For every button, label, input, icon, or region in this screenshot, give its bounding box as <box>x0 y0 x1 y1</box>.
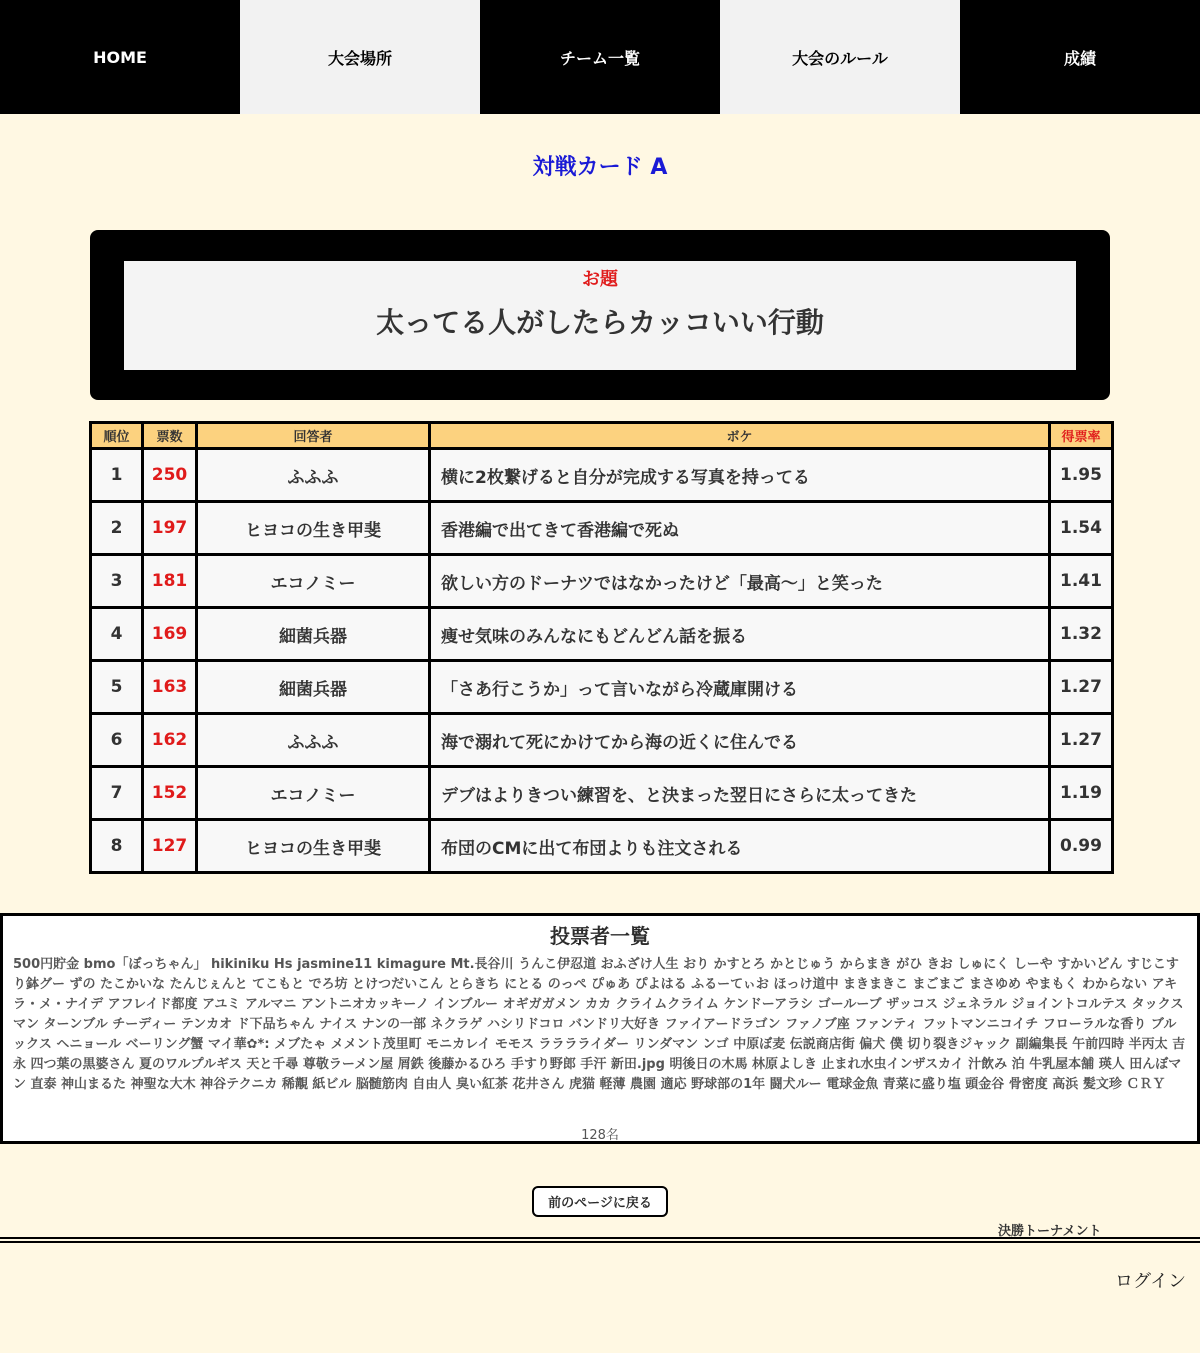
rank-cell: 7 <box>91 767 143 820</box>
boke-cell: 香港編で出てきて香港編で死ぬ <box>430 502 1050 555</box>
answerer-cell: 細菌兵器 <box>197 661 430 714</box>
table-row <box>91 661 1113 714</box>
votes-cell: 127 <box>143 820 197 873</box>
rate-cell: 1.95 <box>1050 449 1113 502</box>
rank-cell: 6 <box>91 714 143 767</box>
rate-cell: 1.27 <box>1050 661 1113 714</box>
page-title: 対戦カード A <box>532 155 668 180</box>
votes-cell: 181 <box>143 555 197 608</box>
boke-cell: 海で溺れて死にかけてから海の近くに住んでる <box>430 714 1050 767</box>
nav-results[interactable]: 成績 <box>960 0 1200 114</box>
topic-frame <box>90 230 1110 400</box>
rate-cell: 1.32 <box>1050 608 1113 661</box>
header-votes: 票数 <box>143 423 197 449</box>
results-table <box>89 421 1114 874</box>
boke-cell: 横に2枚繋げると自分が完成する写真を持ってる <box>430 449 1050 502</box>
votes-cell: 169 <box>143 608 197 661</box>
voters-count: 128名 <box>581 1128 619 1143</box>
answerer-cell: ふふふ <box>197 714 430 767</box>
topic-label: お題 <box>582 269 618 290</box>
rate-cell: 1.41 <box>1050 555 1113 608</box>
rank-cell: 3 <box>91 555 143 608</box>
rank-cell: 4 <box>91 608 143 661</box>
header-rate: 得票率 <box>1050 423 1113 449</box>
login-link[interactable]: ログイン <box>1115 1271 1187 1292</box>
rank-cell: 5 <box>91 661 143 714</box>
rate-cell: 0.99 <box>1050 820 1113 873</box>
rank-cell: 1 <box>91 449 143 502</box>
nav-home[interactable]: HOME <box>0 0 240 114</box>
rate-cell: 1.54 <box>1050 502 1113 555</box>
rank-cell: 2 <box>91 502 143 555</box>
table-row <box>91 767 1113 820</box>
votes-cell: 197 <box>143 502 197 555</box>
boke-cell: 欲しい方のドーナツではなかったけど「最高〜」と笑った <box>430 555 1050 608</box>
rank-cell: 8 <box>91 820 143 873</box>
answerer-cell: エコノミー <box>197 767 430 820</box>
table-row <box>91 555 1113 608</box>
table-row <box>91 714 1113 767</box>
boke-cell: 布団のCMに出て布団よりも注文される <box>430 820 1050 873</box>
votes-cell: 162 <box>143 714 197 767</box>
header-answerer: 回答者 <box>197 423 430 449</box>
boke-cell: 痩せ気味のみんなにもどんどん話を振る <box>430 608 1050 661</box>
answerer-cell: 細菌兵器 <box>197 608 430 661</box>
answerer-cell: ヒヨコの生き甲斐 <box>197 502 430 555</box>
boke-cell: 「さあ行こうか」って言いながら冷蔵庫開ける <box>430 661 1050 714</box>
answerer-cell: ふふふ <box>197 449 430 502</box>
header-rank: 順位 <box>91 423 143 449</box>
table-row <box>91 502 1113 555</box>
nav-rules[interactable]: 大会のルール <box>720 0 960 114</box>
answerer-cell: エコノミー <box>197 555 430 608</box>
final-tournament-link[interactable]: 決勝トーナメント <box>998 1224 1102 1239</box>
votes-cell: 163 <box>143 661 197 714</box>
header-boke: ボケ <box>430 423 1050 449</box>
top-nav <box>0 0 1200 114</box>
back-button[interactable]: 前のページに戻る <box>532 1186 668 1217</box>
voters-list: 500円貯金 bmo「ぼっちゃん」 hikiniku Hs jasmine11 kimagure Mt.長谷川 うんこ伊忍道 おふざけ人生 おり かすとろ かとじゅう からまき がひ きお しゅにく しーや すかいどん すじこすり鉢グー ずの たこかいな たんじぇんと てこもと でろ坊 とけつだいこん とらきち にとる のっぺ ぴゅあ ぴよはる ふるーてぃお ほっけ道中 まきまきこ まごまご まさゆめ やまもく わからない アキラ・メ・ナイデ アフレイド都度 アユミ アルマニ アントニオカッキーノ インブルー オギガガメン カカ クライムクライム ケンドーアラシ ゴールーブ ザッコス ジェネラル ジョイントコルテス タックスマン ターンブル チーディー テンカオ ド下品ちゃん ナイス ナンの一部 ネクラゲ ハシリドコロ バンドリ大好き ファイアードラゴン ファノブ座 ファンティ フットマンニコイチ フローラルな香り ブルックス ヘニョール ベーリング蟹 マイ華✿*: メブたゃ メメント茂里町 モニカレイ モモス ラララライダー リンダマン ンゴ 中原ぼ麦 伝説商店街 偏犬 僕 切り裂きジャック 副編集長 午前四時 半丙太 吉永 四つ葉の黒婆さん 夏のワルプルギス 天と千尋 尊敬ラーメン屋 屑鉄 後藤かるひろ 手すり野郎 手汗 新田.jpg 明後日の木馬 林原よしき 止まれ水虫インザスカイ 汁飲み 泊 牛乳屋本舗 瑛人 田んぼマン 直泰 神山まるた 神聖な大木 神谷テクニカ 稀覯 紙ビル 脳髄筋肉 自由人 臭い紅茶 花井さん 虎猫 軽薄 農園 適応 野球部の1年 闘犬ルー 電球金魚 青菜に盛り塩 頭金谷 骨密度 高浜 髪文珍 ＣＲＹ <box>13 957 1186 1092</box>
rate-cell: 1.27 <box>1050 714 1113 767</box>
votes-cell: 250 <box>143 449 197 502</box>
answerer-cell: ヒヨコの生き甲斐 <box>197 820 430 873</box>
footer-divider <box>0 1237 1200 1243</box>
table-header-row <box>91 423 1113 449</box>
table-row <box>91 820 1113 873</box>
voters-panel <box>0 913 1200 1144</box>
boke-cell: デブはよりきつい練習を、と決まった翌日にさらに太ってきた <box>430 767 1050 820</box>
voters-title: 投票者一覧 <box>550 924 650 948</box>
topic-text: 太ってる人がしたらカッコいい行動 <box>376 306 824 339</box>
nav-teams[interactable]: チーム一覧 <box>480 0 720 114</box>
votes-cell: 152 <box>143 767 197 820</box>
rate-cell: 1.19 <box>1050 767 1113 820</box>
nav-venue[interactable]: 大会場所 <box>240 0 480 114</box>
topic-box <box>124 261 1076 370</box>
table-row <box>91 608 1113 661</box>
table-row <box>91 449 1113 502</box>
